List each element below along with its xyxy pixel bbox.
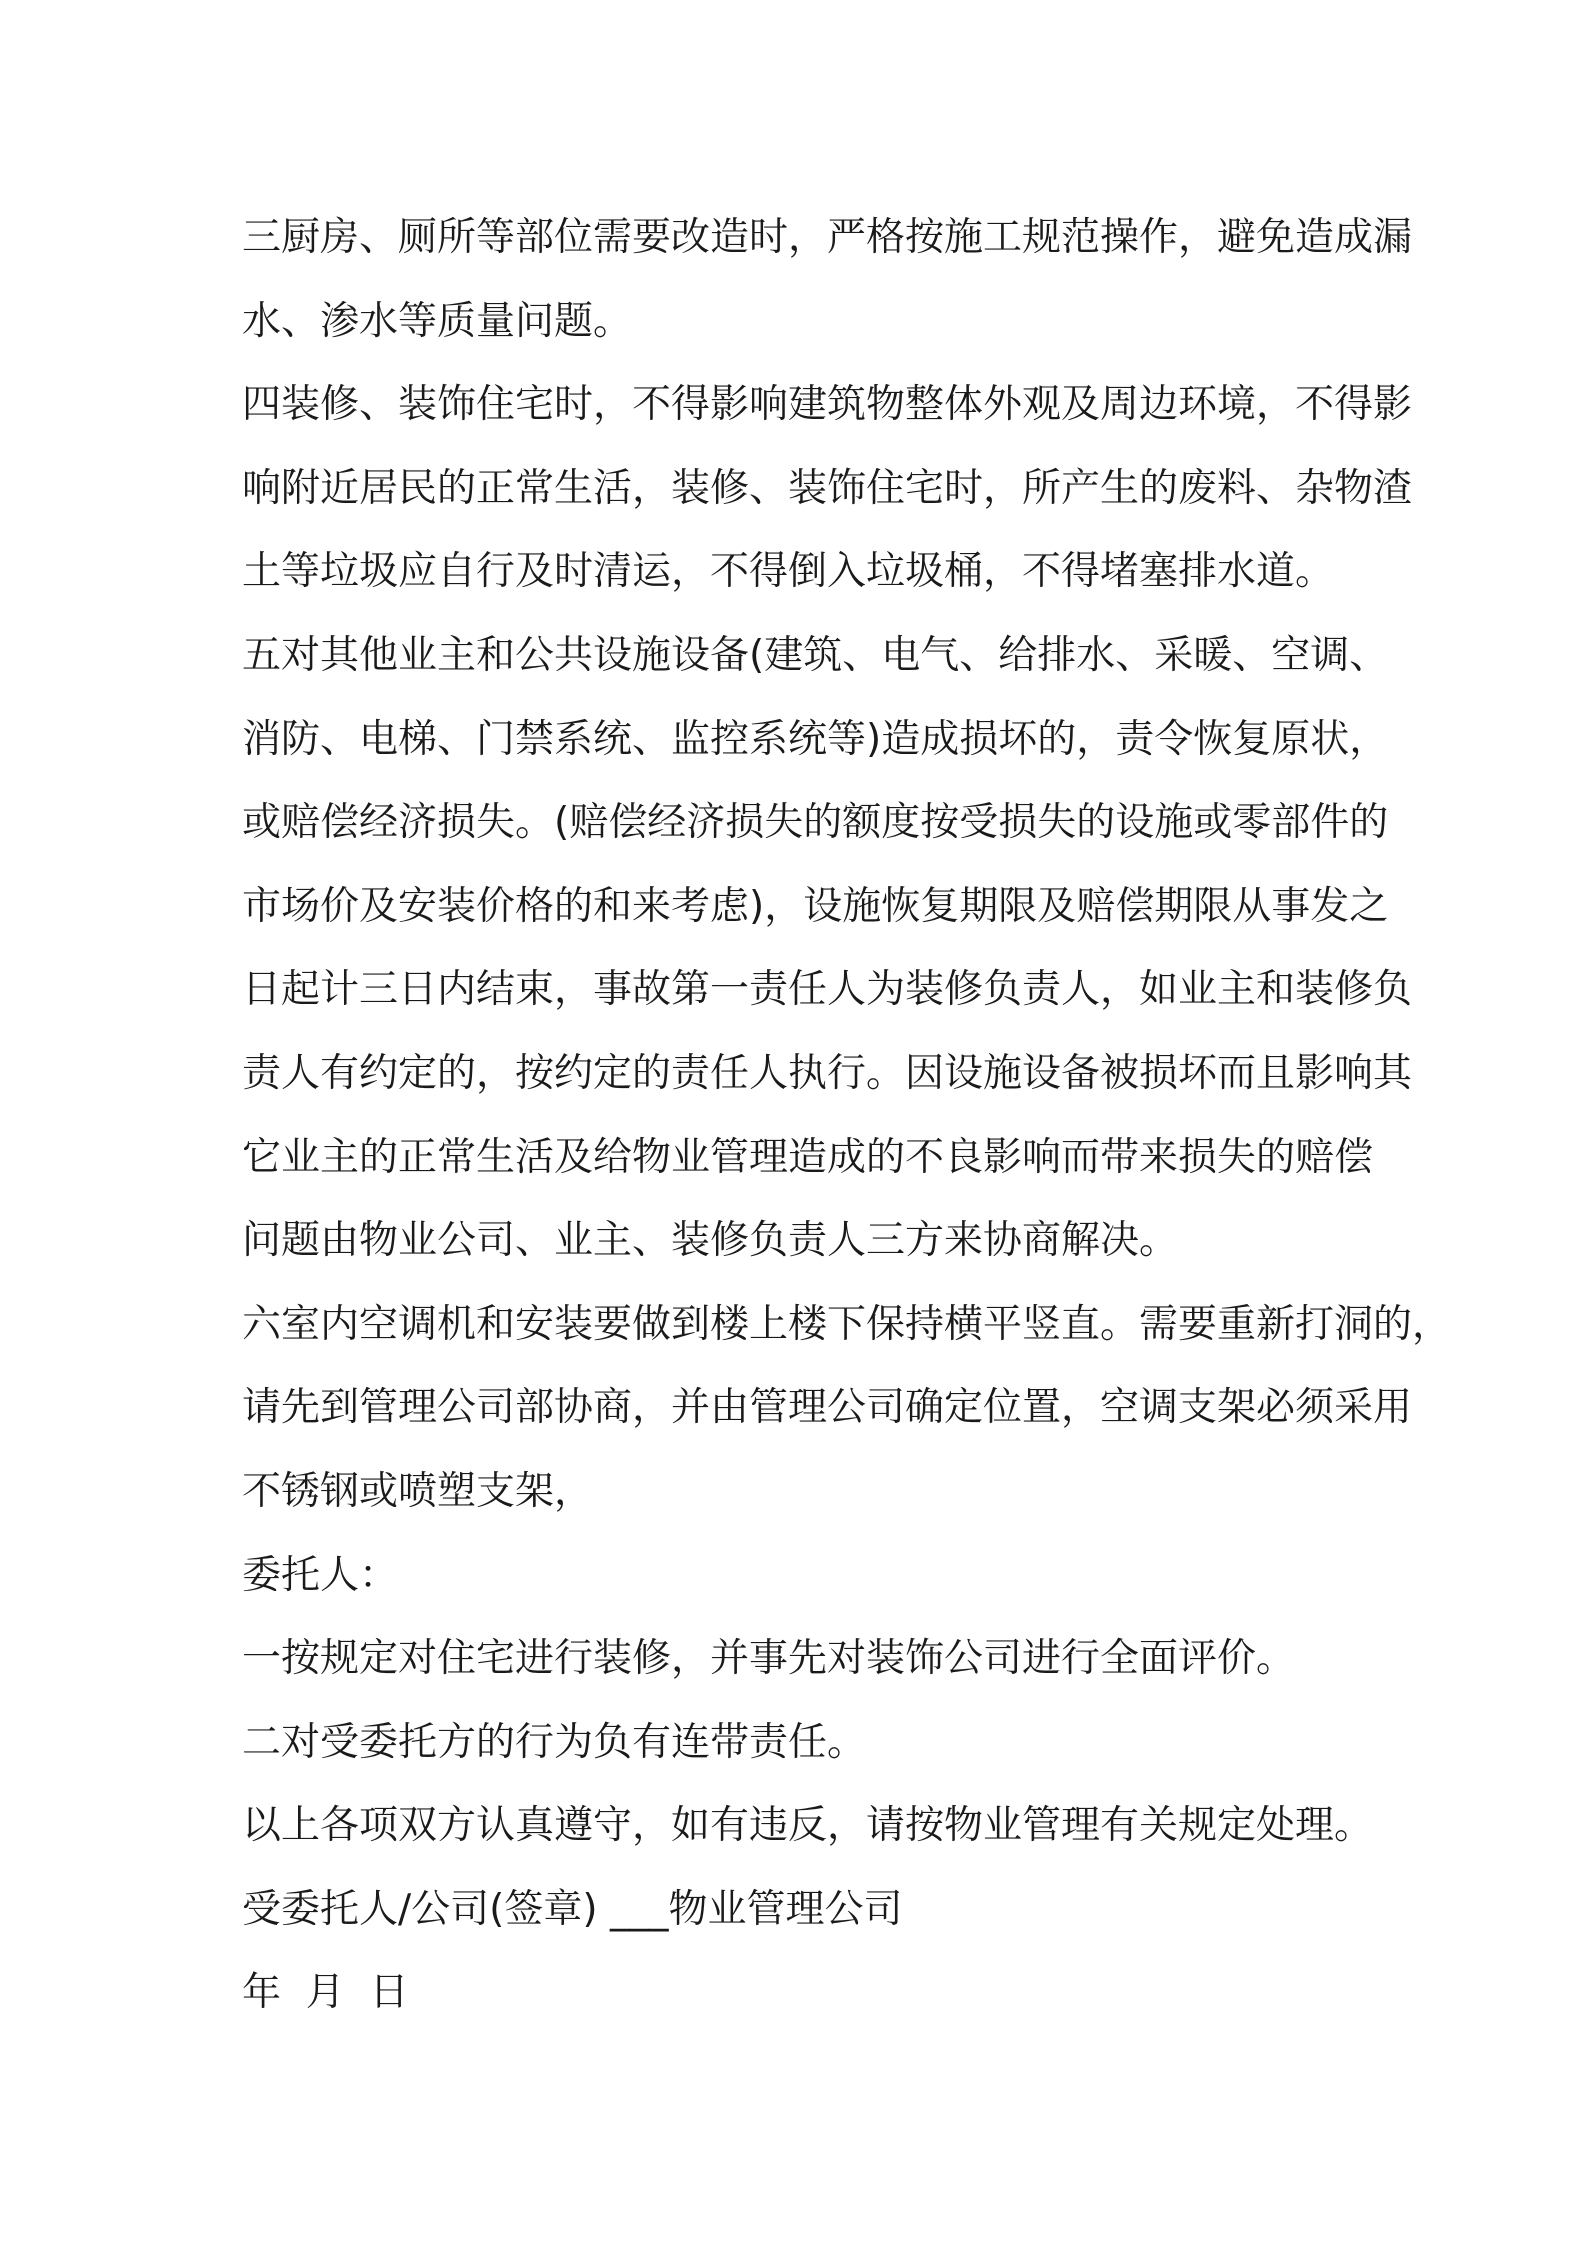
clause-3-line-2: 水、渗水等质量问题。 <box>242 298 633 344</box>
clause-6-line-1: 六室内空调机和安装要做到楼上楼下保持横平竖直。需要重新打洞的， <box>242 1301 1452 1347</box>
clause-3-line-1: 三厨房、厕所等部位需要改造时，严格按施工规范操作，避免造成漏 <box>242 215 1413 260</box>
clause-5-line-2: 消防、电梯、门禁系统、监控系统等)造成损坏的，责令恢复原状， <box>242 716 1389 762</box>
clause-5-line-3: 或赔偿经济损失。(赔偿经济损失的额度按受损失的设施或零部件的 <box>242 800 1389 846</box>
document-body <box>242 196 1452 2035</box>
clause-5-line-4: 市场价及安装价格的和来考虑)，设施恢复期限及赔偿期限从事发之 <box>242 883 1389 929</box>
signature-line: 受委托人/公司(签章) ___物业管理公司 <box>242 1886 903 1932</box>
clause-4-line-1: 四装修、装饰住宅时，不得影响建筑物整体外观及周边环境，不得影 <box>242 382 1413 428</box>
clause-6-line-2: 请先到管理公司部协商，并由管理公司确定位置，空调支架必须采用 <box>242 1385 1413 1431</box>
clause-5-line-6: 责人有约定的，按约定的责任人执行。因设施设备被损坏而且影响其 <box>242 1050 1413 1096</box>
clause-4-line-2: 响附近居民的正常生活，装修、装饰住宅时，所产生的废料、杂物渣 <box>242 465 1413 511</box>
date-line: 年 月 日 <box>242 1970 409 2016</box>
clause-4-line-3: 土等垃圾应自行及时清运，不得倒入垃圾桶，不得堵塞排水道。 <box>242 549 1335 595</box>
clause-5-line-7: 它业主的正常生活及给物业管理造成的不良影响而带来损失的赔偿 <box>242 1134 1374 1180</box>
clause-5-line-5: 日起计三日内结束，事故第一责任人为装修负责人，如业主和装修负 <box>242 967 1413 1013</box>
clause-5-line-8: 问题由物业公司、业主、装修负责人三方来协商解决。 <box>242 1218 1179 1264</box>
client-heading: 委托人： <box>242 1552 399 1598</box>
client-clause-1: 一按规定对住宅进行装修，并事先对装饰公司进行全面评价。 <box>242 1636 1296 1682</box>
clause-5-line-1: 五对其他业主和公共设施设备(建筑、电气、给排水、采暖、空调、 <box>242 632 1389 678</box>
client-clause-2: 二对受委托方的行为负有连带责任。 <box>242 1719 867 1765</box>
clause-6-line-3: 不锈钢或喷塑支架， <box>242 1468 594 1514</box>
closing-statement: 以上各项双方认真遵守，如有违反，请按物业管理有关规定处理。 <box>242 1803 1374 1849</box>
